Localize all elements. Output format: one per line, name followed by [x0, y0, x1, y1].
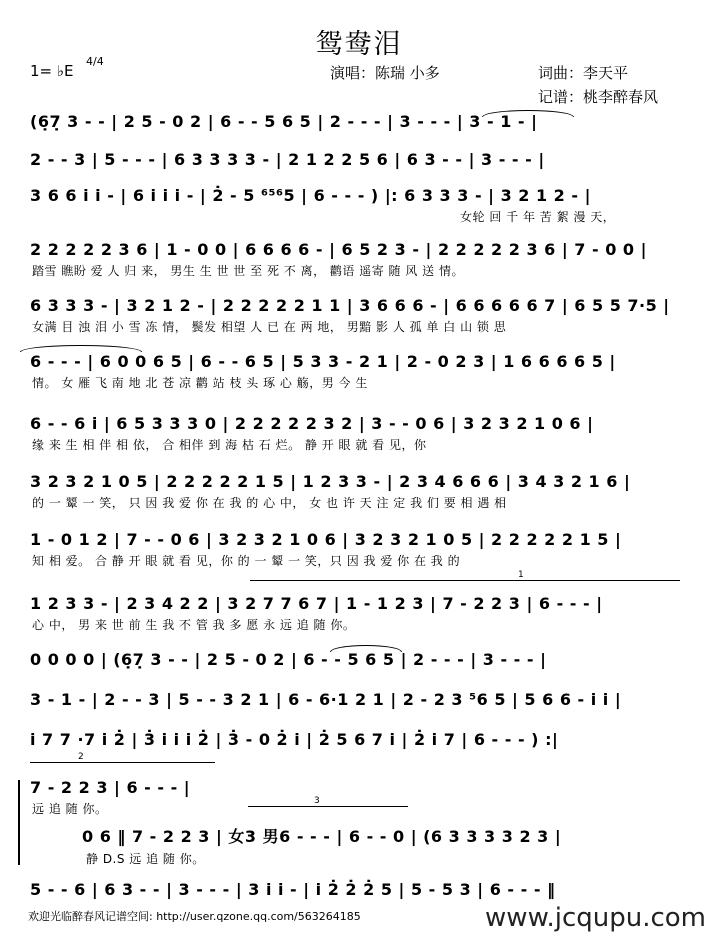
lyric-line: 心 中， 男 来 世 前 生 我 不 管 我 多 愿 永 远 追 随 你。 — [32, 618, 356, 632]
note-line: 2 2 2 2 2 3 6 | 1 - 0 0 | 6 6 6 6 - | 6 5 2 3 - | 2 2 2 2 2 3 6 | 7 - 0 0 | — [30, 240, 647, 259]
lyric-line: 缘 来 生 相 伴 相 依， 合 相伴 到 海 枯 石 烂。 静 开 眼 就 看 见，你 — [32, 438, 427, 452]
footer-text: 欢迎光临醉春风记谱空间: http://user.qzone.qq.com/563264185 — [28, 910, 361, 923]
note-line: i 7 7 ·7 i 2̇ | 3̇ i i i 2̇ | 3̇ - 0 2̇ i | 2̇ 5 6 7 i | 2̇ i 7 | 6 - - - ) :| — [30, 730, 559, 749]
tie-arc — [330, 645, 402, 652]
volta-line-2 — [30, 762, 215, 763]
note-line: 3 - 1 - | 2 - - 3 | 5 - - 3 2 1 | 6 - 6·1 2 1 | 2 - 2 3 ⁵6 5 | 5 6 6 - i i | — [30, 690, 622, 709]
lyric-line: 情。 女 雁 飞 南 地 北 苍 凉 鹳 站 枝 头 琢 心 觞，男 今 生 — [32, 376, 368, 390]
note-line: 7 - 2 2 3 | 6 - - - | — [30, 778, 191, 797]
lyric-line: 的 一 颦 一 笑， 只 因 我 爱 你 在 我 的 心 中， 女 也 许 天 注 定 我 们 要 相 遇 相 — [32, 496, 507, 510]
key-signature: 1= ♭E — [30, 62, 74, 80]
system-bracket — [18, 780, 20, 865]
note-line: 0 6 ‖ 7 - 2 2 3 | 女3 男6 - - - | 6 - - 0 | (6 3 3 3 3 2 3 | — [82, 827, 562, 846]
composer: 词曲：李天平 — [538, 64, 629, 82]
transcriber: 记谱：桃李醉春风 — [538, 88, 659, 106]
volta-1-label: 1 — [518, 570, 524, 580]
lyric-line: 女轮 回 千 年 苦 絮 漫 天， — [460, 210, 616, 224]
note-line: 3 2 3 2 1 0 5 | 2 2 2 2 2 1 5 | 1 2 3 3 - | 2 3 4 6 6 6 | 3 4 3 2 1 6 | — [30, 472, 631, 491]
singers: 演唱：陈瑞 小多 — [330, 64, 440, 82]
time-signature — [86, 55, 104, 68]
note-line: (6̣7̣ 3 - - | 2 5 - 0 2 | 6 - - 5 6 5 | 2 - - - | 3 - - - | 3 - 1 - | — [30, 112, 538, 131]
note-line: 5 - - 6 | 6 3 - - | 3 - - - | 3 i i - | i 2̇ 2̇ 2̇ 5 | 5 - 5 3 | 6 - - - ‖ — [30, 880, 556, 899]
volta-line-1 — [250, 580, 680, 581]
tie-arc — [20, 345, 142, 352]
time-signature-value: 4/4 — [86, 55, 104, 68]
volta-2-label: 2 — [78, 752, 84, 762]
note-line: 2 - - 3 | 5 - - - | 6 3 3 3 3 - | 2 1 2 2 5 6 | 6 3 - - | 3 - - - | — [30, 150, 545, 169]
note-line: 6 - - 6 i | 6 5 3 3 3 0 | 2 2 2 2 2 3 2 | 3 - - 0 6 | 3 2 3 2 1 0 6 | — [30, 414, 594, 433]
note-line: 6 - - - | 6 0 0 6 5 | 6 - - 6 5 | 5 3 3 - 2 1 | 2 - 0 2 3 | 1 6 6 6 6 5 | — [30, 352, 616, 371]
note-line: 6 3 3 3 - | 3 2 1 2 - | 2 2 2 2 2 1 1 | 3 6 6 6 - | 6 6 6 6 6 7 | 6 5 5 7·5 | — [30, 296, 670, 315]
lyric-line: 远 追 随 你。 — [32, 802, 108, 816]
lyric-line: 知 相 爱。 合 静 开 眼 就 看 见，你 的 一 颦 一 笑，只 因 我 爱 你 在 我 的 — [32, 554, 461, 568]
song-title: 鸳鸯泪 — [315, 29, 403, 60]
note-line: 3 6 6 i i - | 6 i i i - | 2̇ - 5 ⁶⁵⁶5 | 6 - - - ) |: 6 3 3 3 - | 3 2 1 2 - | — [30, 186, 591, 205]
tie-arc — [482, 110, 574, 117]
note-line: 1 - 0 1 2 | 7 - - 0 6 | 3 2 3 2 1 0 6 | 3 2 3 2 1 0 5 | 2 2 2 2 2 1 5 | — [30, 530, 622, 549]
volta-3-label: 3 — [314, 796, 320, 806]
lyric-line: 静 D.S 远 追 随 你。 — [86, 852, 205, 866]
volta-line-3 — [248, 806, 408, 807]
note-line: 1 2 3 3 - | 2 3 4 2 2 | 3 2 7 7 6 7 | 1 - 1 2 3 | 7 - 2 2 3 | 6 - - - | — [30, 594, 603, 613]
note-line: 0 0 0 0 | (6̣7̣ 3 - - | 2 5 - 0 2 | 6 - - 5 6 5 | 2 - - - | 3 - - - | — [30, 650, 547, 669]
watermark: www.jcqupu.com — [485, 903, 706, 933]
lyric-line: 女满 目 浊 泪 小 雪 冻 情， 鬓发 相望 人 已 在 两 地， 男黯 影 人 孤 单 白 山 锁 思 — [32, 320, 507, 334]
lyric-line: 踏雪 瞧盼 爱 人 归 来， 男生 生 世 世 至 死 不 离， 鹳语 遥寄 随 风 送 情。 — [32, 264, 464, 278]
